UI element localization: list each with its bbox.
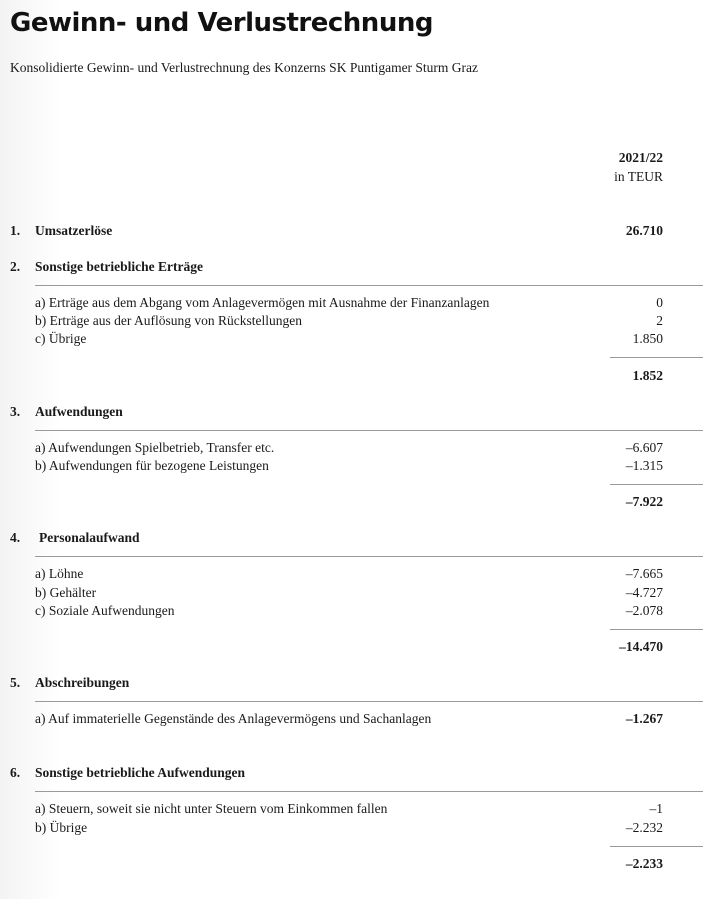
section-label-sonstige-ertraege: Sonstige betriebliche Erträge (35, 259, 203, 274)
line-item-label: b) Übrige (35, 820, 88, 835)
line-item-value: –7.665 (625, 566, 663, 581)
line-item-label: c) Soziale Aufwendungen (35, 603, 175, 618)
line-item-label: a) Erträge aus dem Abgang vom Anlagevermögen mit Ausnahme der Finanzanlagen (35, 295, 490, 310)
line-item-label: a) Löhne (35, 566, 84, 581)
line-item-label: b) Aufwendungen für bezogene Leistungen (35, 458, 269, 473)
line-item-value: –2.232 (625, 820, 663, 835)
line-item-value: –2.078 (625, 603, 663, 618)
section-label-umsatzerloese: Umsatzerlöse (35, 223, 113, 238)
subtotal-divider (610, 629, 703, 630)
section-divider (35, 556, 703, 557)
section-total-aufwendungen: –7.922 (625, 494, 663, 509)
section-total-sonstige-ertraege: 1.852 (632, 368, 663, 383)
subtotal-divider (610, 357, 703, 358)
column-header-unit: in TEUR (614, 169, 663, 184)
line-item-label: a) Auf immaterielle Gegenstände des Anlagevermögens und Sachanlagen (35, 711, 432, 726)
section-divider (35, 285, 703, 286)
line-item-value: –1.315 (625, 458, 663, 473)
line-item-value: 1.850 (632, 331, 663, 346)
section-total-sonstige-aufwendungen: –2.233 (625, 856, 663, 871)
line-item-label: b) Erträge aus der Auflösung von Rückstellungen (35, 313, 302, 328)
line-item-value: –4.727 (625, 585, 663, 600)
line-item-label: a) Aufwendungen Spielbetrieb, Transfer etc. (35, 440, 275, 455)
line-item-value: 0 (656, 295, 663, 310)
section-label-personalaufwand: Personalaufwand (39, 530, 140, 545)
line-item-value: 2 (656, 313, 663, 328)
section-number: 3. (10, 404, 21, 419)
line-item-label: a) Steuern, soweit sie nicht unter Steuern vom Einkommen fallen (35, 801, 388, 816)
line-item-value: –6.607 (625, 440, 663, 455)
section-number: 4. (10, 530, 21, 545)
section-number: 6. (10, 765, 21, 780)
subtotal-divider (610, 484, 703, 485)
section-divider (35, 430, 703, 431)
section-label-aufwendungen: Aufwendungen (35, 404, 123, 419)
line-item-value: –1.267 (625, 711, 663, 726)
section-label-sonstige-aufwendungen: Sonstige betriebliche Aufwendungen (35, 765, 246, 780)
page-title: Gewinn- und Verlustrechnung (10, 8, 433, 38)
section-total-personalaufwand: –14.470 (619, 639, 663, 654)
section-divider (35, 791, 703, 792)
section-number: 2. (10, 259, 21, 274)
section-divider (35, 701, 703, 702)
section-value-umsatzerloese: 26.710 (625, 223, 663, 238)
subtotal-divider (610, 846, 703, 847)
line-item-label: b) Gehälter (35, 585, 97, 600)
line-item-label: c) Übrige (35, 331, 87, 346)
section-number: 5. (10, 675, 21, 690)
section-number: 1. (10, 223, 21, 238)
column-header-year: 2021/22 (618, 150, 663, 165)
line-item-value: –1 (649, 801, 663, 816)
page-subtitle: Konsolidierte Gewinn- und Verlustrechnung des Konzerns SK Puntigamer Sturm Graz (10, 60, 479, 75)
section-label-abschreibungen: Abschreibungen (35, 675, 130, 690)
